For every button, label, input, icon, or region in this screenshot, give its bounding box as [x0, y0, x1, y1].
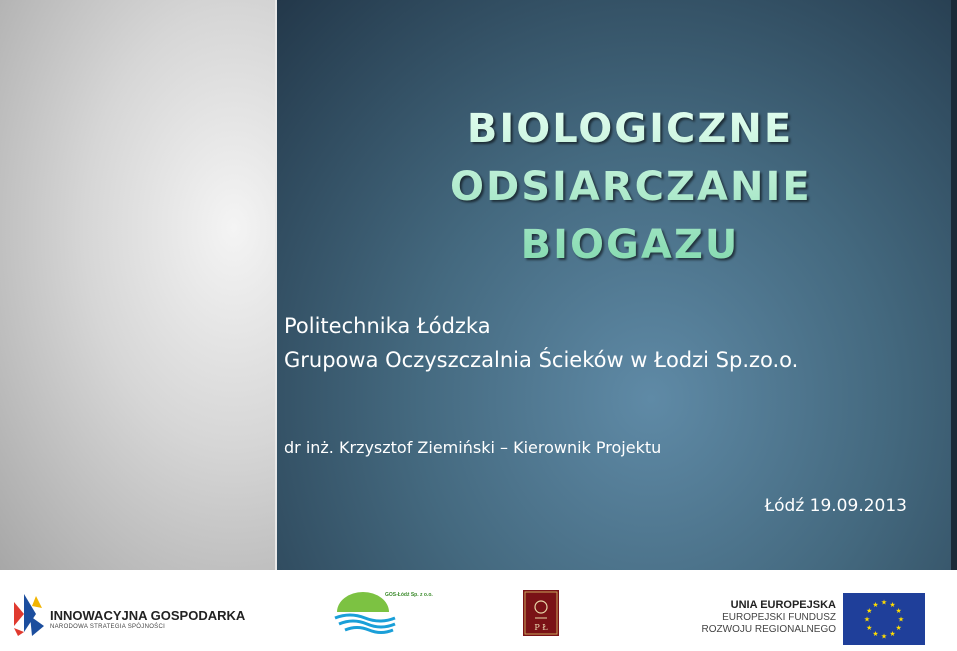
eu-line-1: UNIA EUROPEJSKA [730, 599, 836, 611]
title-line-2: ODSIARCZANIE [450, 164, 812, 210]
eu-star-icon: ★ [866, 624, 873, 632]
politechnika-lodzka-logo [523, 590, 559, 636]
eu-line-3: ROZWOJU REGIONALNEGO [701, 624, 836, 635]
eu-star-icon: ★ [889, 630, 896, 639]
author-line: dr inż. Krzysztof Ziemiński – Kierownik Projektu [284, 438, 662, 457]
eu-star-icon: ★ [897, 615, 905, 624]
title-line-3: BIOGAZU [520, 222, 740, 268]
politechnika-lodzka-letters: P Ł [534, 623, 548, 632]
organization-2: Grupowa Oczyszczalnia Ścieków w Łodzi Sp.zo.o. [284, 348, 799, 372]
eu-star-icon: ★ [872, 630, 879, 639]
title-line-1: BIOLOGICZNE [466, 106, 794, 152]
eu-star-icon: ★ [895, 607, 902, 615]
date-line: Łódź 19.09.2013 [764, 496, 907, 516]
eu-star-icon: ★ [872, 600, 879, 609]
eu-star-icon: ★ [880, 632, 888, 641]
eu-star-icon: ★ [866, 607, 873, 615]
eu-line-2: EUROPEJSKI FUNDUSZ [722, 612, 836, 623]
gos-lodz-label: GOS-Łódź Sp. z o.o. [385, 592, 433, 598]
slide-title [450, 100, 810, 274]
eu-flag-icon [843, 593, 925, 645]
organization-1: Politechnika Łódzka [284, 314, 491, 338]
main-slide-panel [277, 0, 957, 570]
eu-star-icon: ★ [895, 624, 902, 632]
eu-text-block [702, 598, 836, 636]
eu-star-icon: ★ [863, 615, 871, 624]
left-gray-panel [0, 0, 275, 570]
politechnika-lodzka-emblem-icon [523, 590, 559, 636]
innowacyjna-gospodarka-title: INNOWACYJNA GOSPODARKA [50, 608, 246, 623]
innowacyjna-gospodarka-subtitle: NARODOWA STRATEGIA SPÓJNOŚCI [50, 624, 166, 630]
eu-star-icon: ★ [880, 598, 888, 607]
eu-star-icon: ★ [889, 600, 896, 609]
right-edge-strip [951, 0, 957, 570]
